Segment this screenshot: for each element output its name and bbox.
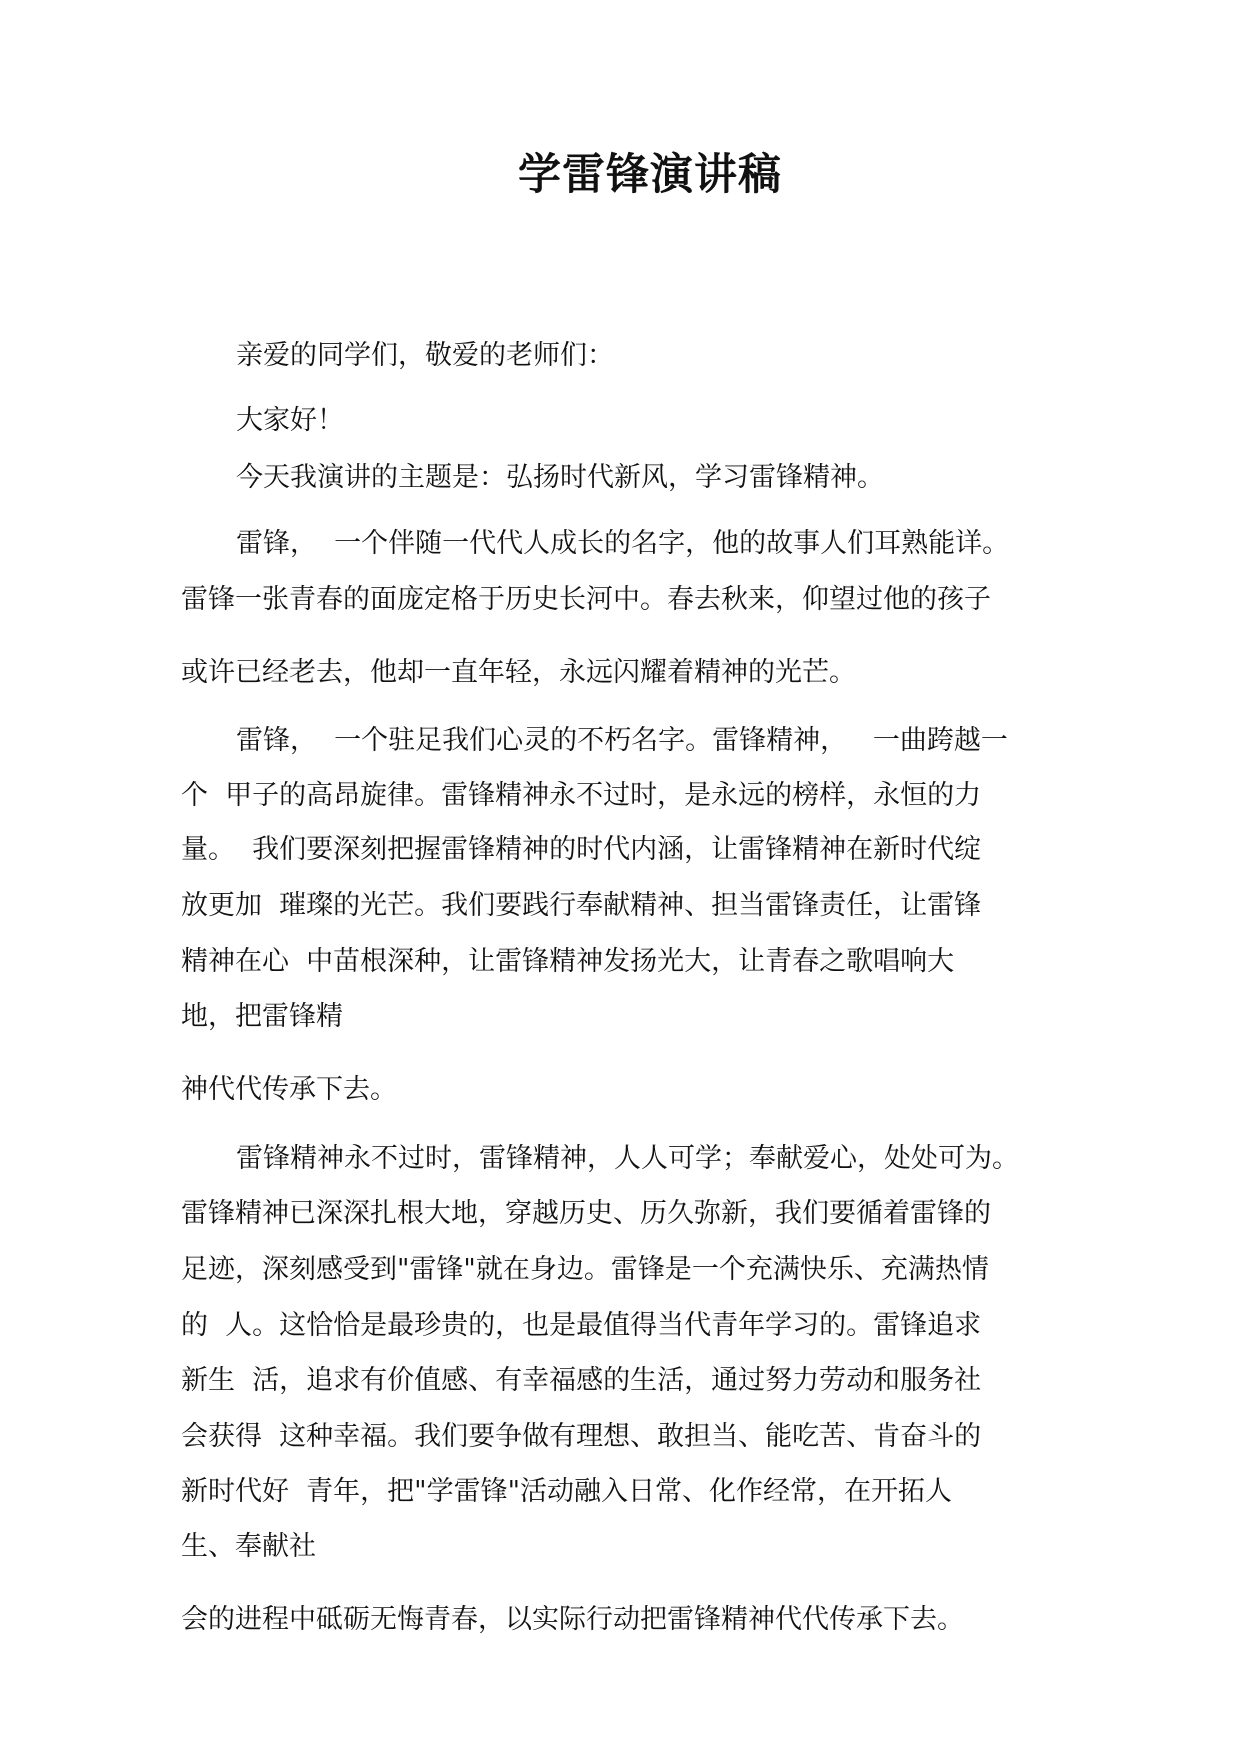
salutation-line: 亲爱的同学们，敬爱的老师们： — [236, 340, 614, 371]
paragraph-line: 雷锋， 一个驻足我们心灵的不朽名字。雷锋精神， 一曲跨越一 — [236, 725, 1008, 756]
paragraph-line: 新生 活，追求有价值感、有幸福感的生活，通过努力劳动和服务社 — [181, 1365, 982, 1396]
paragraph-line: 足迹，深刻感受到"雷锋"就在身边。雷锋是一个充满快乐、充满热情 — [181, 1254, 989, 1285]
document-title: 学雷锋演讲稿 — [518, 150, 782, 200]
paragraph-line: 会获得 这种幸福。我们要争做有理想、敢担当、能吃苦、肯奋斗的 — [181, 1421, 982, 1452]
paragraph-line: 精神在心 中苗根深种，让雷锋精神发扬光大，让青春之歌唱响大 — [181, 946, 955, 977]
theme-line: 今天我演讲的主题是：弘扬时代新风，学习雷锋精神。 — [236, 462, 884, 493]
paragraph-line: 雷锋一张青春的面庞定格于历史长河中。春去秋来，仰望过他的孩子 — [181, 584, 991, 615]
paragraph-line: 生、奉献社 — [181, 1531, 316, 1562]
paragraph-line: 雷锋精神已深深扎根大地，穿越历史、历久弥新，我们要循着雷锋的 — [181, 1198, 991, 1229]
paragraph-line: 神代代传承下去。 — [181, 1074, 397, 1105]
paragraph-line: 会的进程中砥砺无悔青春，以实际行动把雷锋精神代代传承下去。 — [181, 1604, 964, 1635]
paragraph-line: 放更加 璀璨的光芒。我们要践行奉献精神、担当雷锋责任，让雷锋 — [181, 890, 982, 921]
greeting-line: 大家好！ — [236, 405, 344, 436]
paragraph-line: 量。 我们要深刻把握雷锋精神的时代内涵，让雷锋精神在新时代绽 — [181, 834, 982, 865]
paragraph-line: 的 人。这恰恰是最珍贵的，也是最值得当代青年学习的。雷锋追求 — [181, 1310, 982, 1341]
paragraph-line: 或许已经老去，他却一直年轻，永远闪耀着精神的光芒。 — [181, 657, 856, 688]
paragraph-line: 地，把雷锋精 — [181, 1001, 343, 1032]
paragraph-line: 雷锋， 一个伴随一代代人成长的名字，他的故事人们耳熟能详。 — [236, 528, 1010, 559]
paragraph-line: 个 甲子的高昂旋律。雷锋精神永不过时，是永远的榜样，永恒的力 — [181, 780, 982, 811]
paragraph-line: 雷锋精神永不过时，雷锋精神，人人可学；奉献爱心，处处可为。 — [236, 1143, 1019, 1174]
paragraph-line: 新时代好 青年，把"学雷锋"活动融入日常、化作经常，在开拓人 — [181, 1476, 953, 1507]
